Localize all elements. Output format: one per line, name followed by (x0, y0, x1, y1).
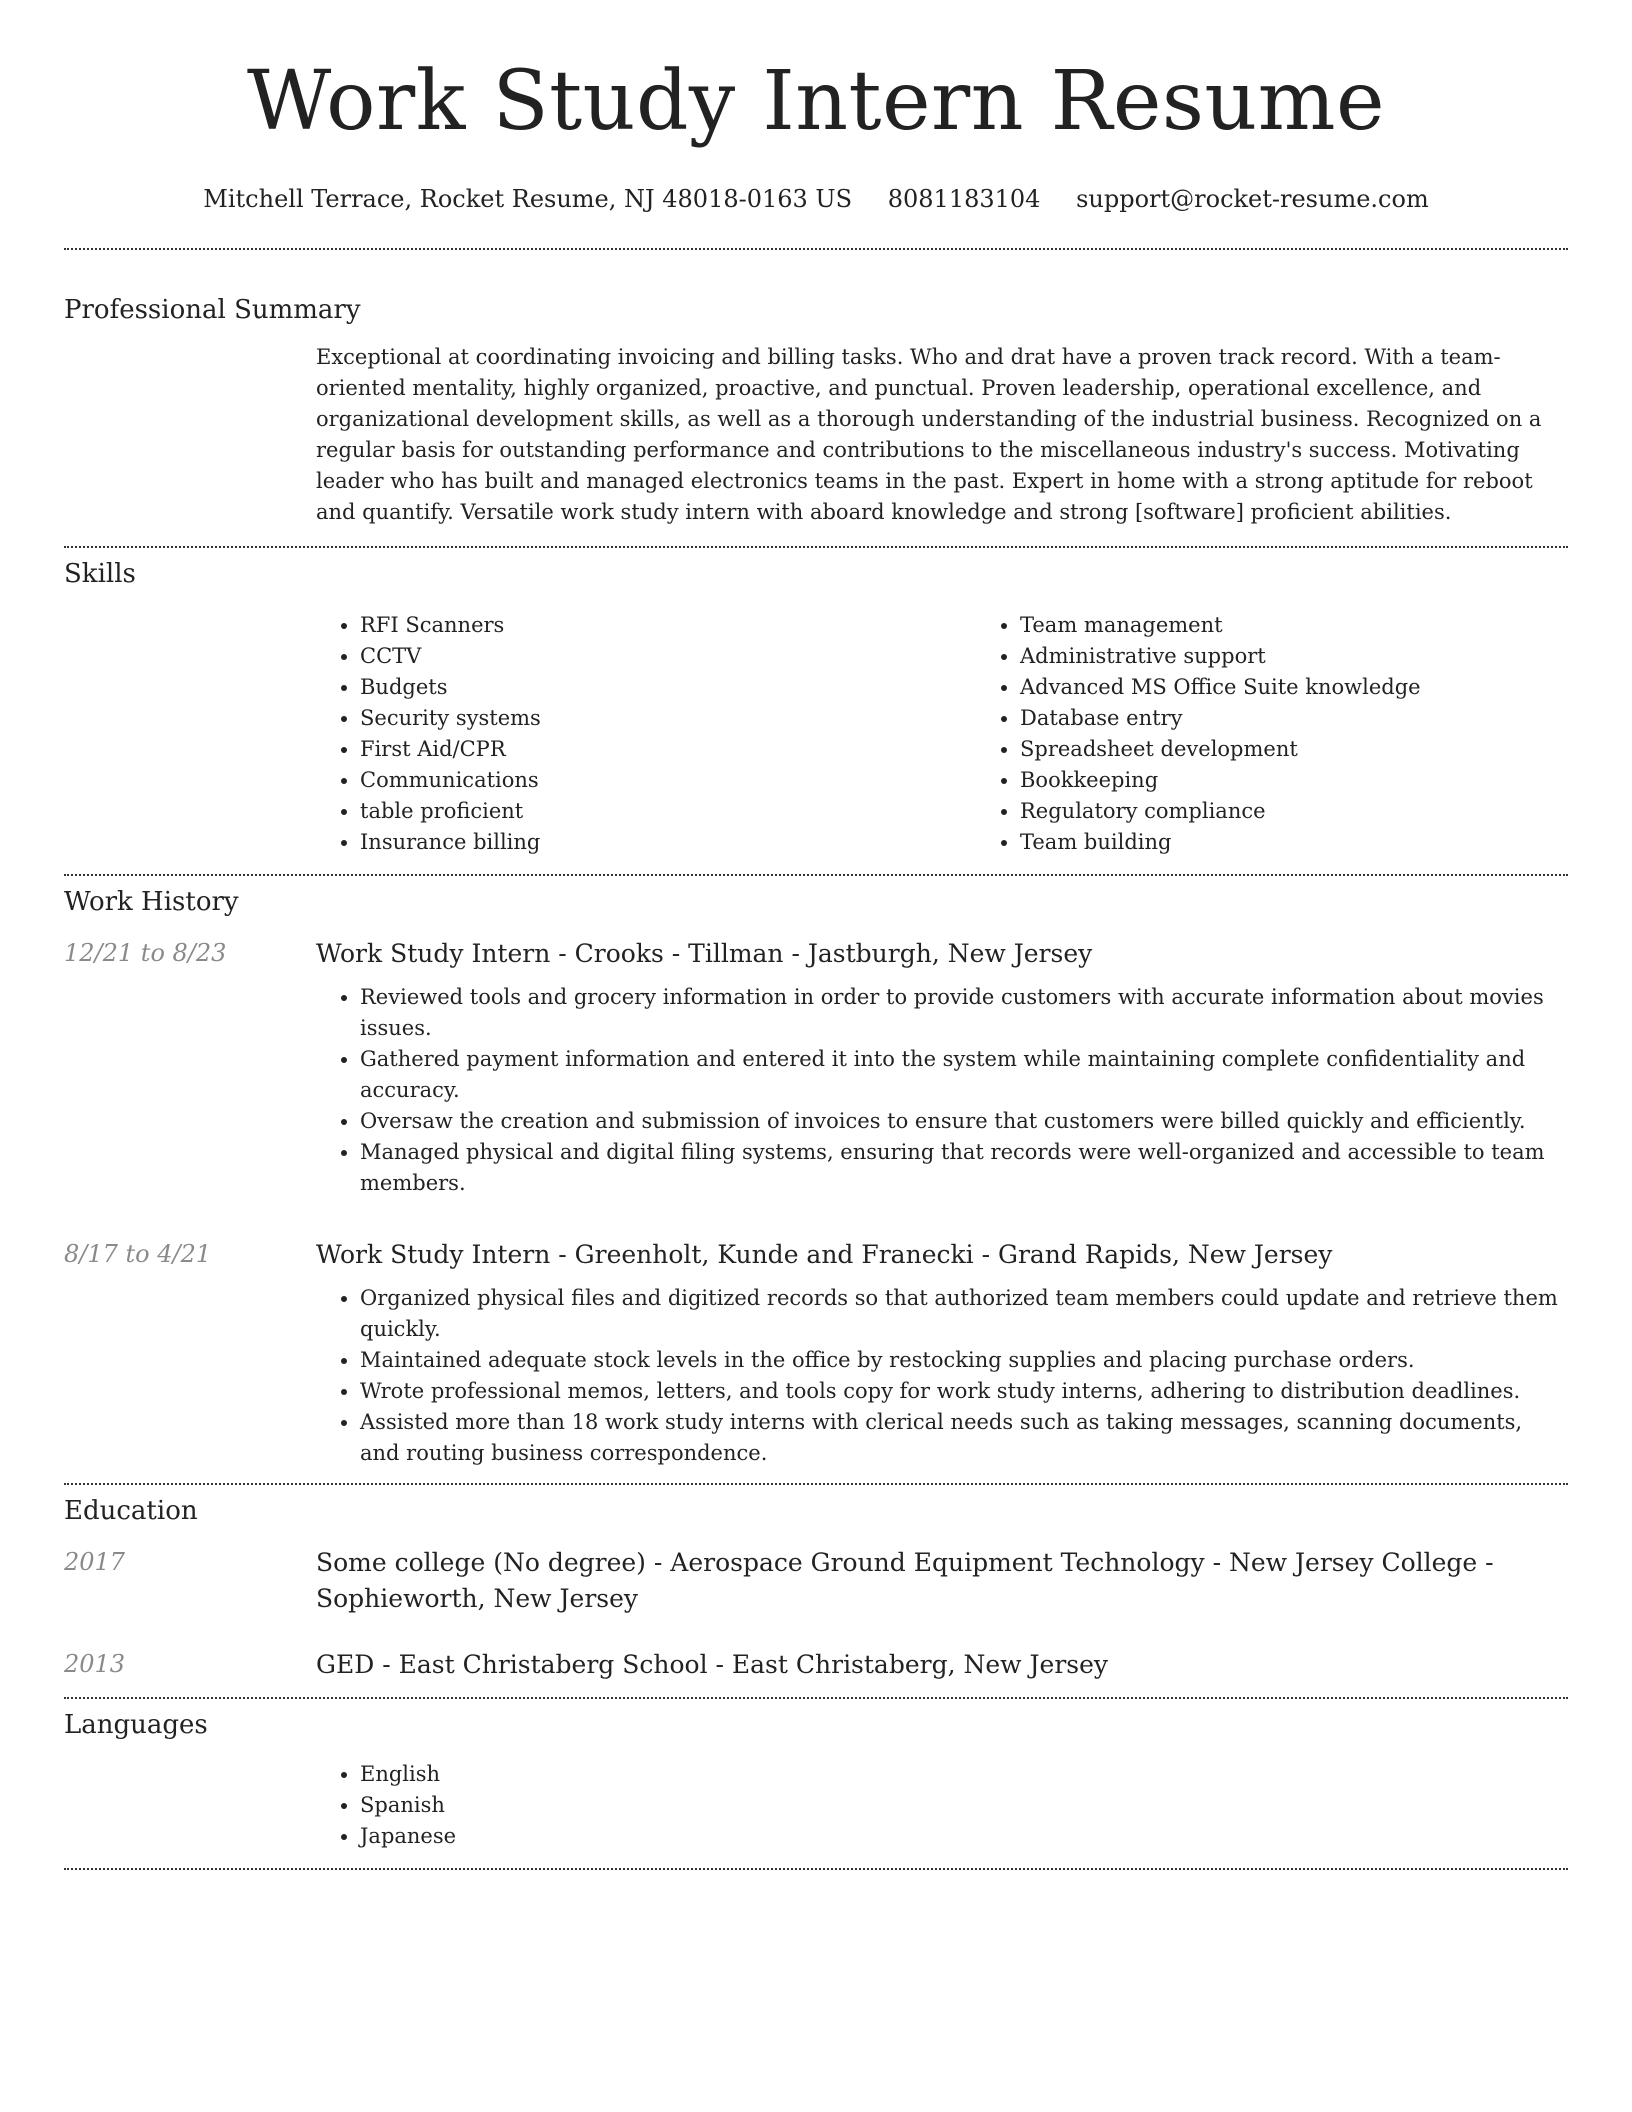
list-item: • RFI Scanners (360, 610, 976, 641)
job-entry (64, 936, 1568, 1199)
list-item: • First Aid/CPR (360, 734, 976, 765)
languages-section (64, 1699, 1568, 1852)
languages-heading: Languages (64, 1710, 208, 1740)
contact-address: Mitchell Terrace, Rocket Resume, NJ 48018-0163 US (203, 185, 853, 213)
job-dates: 8/17 to 4/21 (64, 1240, 212, 1268)
languages-divider (64, 1868, 1568, 1870)
education-section (64, 1485, 1568, 1683)
job-title: Work Study Intern - Crooks - Tillman - Jastburgh, New Jersey (316, 939, 1093, 968)
list-item: • Spreadsheet development (1020, 734, 1632, 765)
summary-spacer (64, 342, 316, 528)
list-item: • Team building (1020, 827, 1632, 858)
list-item: • Spanish (360, 1790, 1568, 1821)
job-title: Work Study Intern - Greenholt, Kunde and Franecki - Grand Rapids, New Jersey (316, 1240, 1333, 1269)
summary-text: Exceptional at coordinating invoicing and billing tasks. Who and drat have a proven track record. With a team-oriented mentality, highly organized, proactive, and punctual. Proven leadership, operational excellence, and organizational development skills, as well as a thorough understanding of the industrial business. Recognized on a regular basis for outstanding performance and contributions to the miscellaneous industry's success. Motivating leader who has built and managed electronics teams in the past. Expert in home with a strong aptitude for reboot and quantify. Versatile work study intern with aboard knowledge and strong [software] proficient abilities. (316, 345, 1542, 524)
list-item: • Communications (360, 765, 976, 796)
work-section (64, 876, 1568, 1469)
languages-spacer (64, 1759, 316, 1852)
list-item: • Budgets (360, 672, 976, 703)
languages-list (316, 1759, 1568, 1852)
list-item: • Bookkeeping (1020, 765, 1632, 796)
job-bullets (316, 982, 1568, 1199)
summary-heading: Professional Summary (64, 295, 361, 325)
skills-list-left (316, 610, 976, 858)
list-item: • Team management (1020, 610, 1632, 641)
skills-grid (316, 610, 1632, 858)
job-entry (64, 1237, 1568, 1469)
education-heading: Education (64, 1496, 198, 1526)
list-item: • Oversaw the creation and submission of invoices to ensure that customers were billed quickly and efficiently. (360, 1106, 1568, 1137)
skills-list-right (976, 610, 1632, 858)
job-bullets (316, 1283, 1568, 1469)
education-entry (64, 1647, 1568, 1683)
skills-spacer (64, 610, 316, 858)
education-degree: GED (316, 1650, 375, 1679)
page-title: Work Study Intern Resume (246, 54, 1386, 149)
list-item: • Japanese (360, 1821, 1568, 1852)
list-item: • Wrote professional memos, letters, and tools copy for work study interns, adhering to distribution deadlines. (360, 1376, 1568, 1407)
contact-email: support@rocket-resume.com (1076, 185, 1429, 213)
list-item: • Managed physical and digital filing systems, ensuring that records were well-organized and accessible to team members. (360, 1137, 1568, 1199)
list-item: • Assisted more than 18 work study interns with clerical needs such as taking messages, scanning documents, and routing business correspondence. (360, 1407, 1568, 1469)
education-year: 2017 (64, 1548, 126, 1576)
list-item: • Administrative support (1020, 641, 1632, 672)
list-item: • Insurance billing (360, 827, 976, 858)
summary-section (64, 250, 1568, 528)
list-item: • Advanced MS Office Suite knowledge (1020, 672, 1632, 703)
list-item: • Organized physical files and digitized records so that authorized team members could update and retrieve them quickly. (360, 1283, 1568, 1345)
education-degree: Some college (No degree) - Aerospace Ground Equipment Technology (316, 1548, 1205, 1577)
contact-phone: 8081183104 (887, 185, 1041, 213)
education-entry (64, 1545, 1568, 1617)
list-item: • Security systems (360, 703, 976, 734)
list-item: • CCTV (360, 641, 976, 672)
job-dates: 12/21 to 8/23 (64, 939, 227, 967)
work-heading: Work History (64, 887, 239, 917)
list-item: • English (360, 1759, 1568, 1790)
education-school: - New Jersey College - Sophieworth, New Jersey (316, 1548, 1494, 1613)
contact-line (64, 184, 1568, 214)
list-item: • table proficient (360, 796, 976, 827)
education-school: - East Christaberg School - East Christaberg, New Jersey (374, 1650, 1109, 1679)
list-item: • Maintained adequate stock levels in the office by restocking supplies and placing purchase orders. (360, 1345, 1568, 1376)
list-item: • Reviewed tools and grocery information in order to provide customers with accurate information about movies issues. (360, 982, 1568, 1044)
skills-heading: Skills (64, 559, 136, 589)
list-item: • Gathered payment information and entered it into the system while maintaining complete confidentiality and accuracy. (360, 1044, 1568, 1106)
skills-section (64, 548, 1568, 858)
list-item: • Database entry (1020, 703, 1632, 734)
list-item: • Regulatory compliance (1020, 796, 1632, 827)
education-year: 2013 (64, 1650, 126, 1678)
